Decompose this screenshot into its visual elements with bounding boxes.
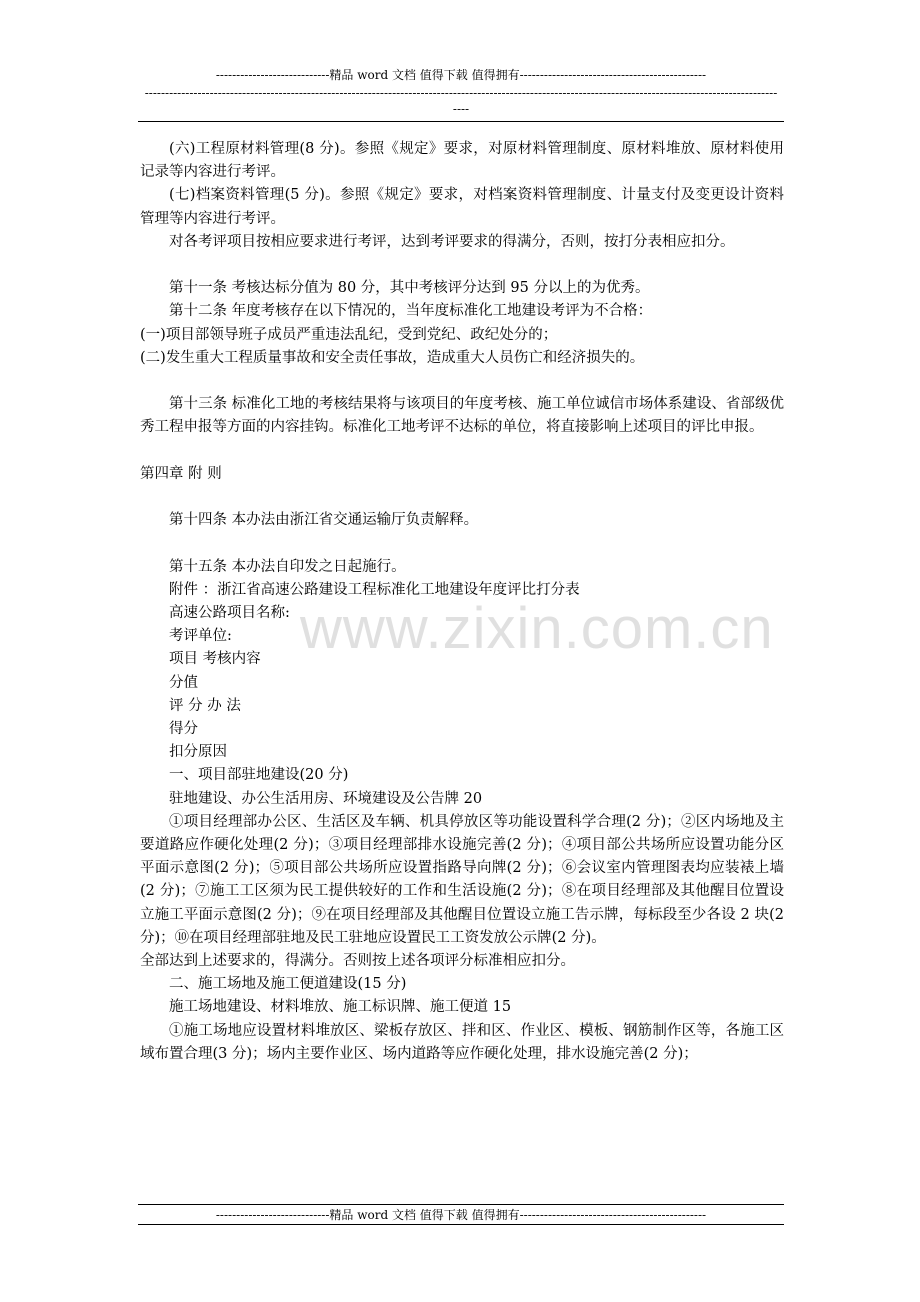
paragraph: (六)工程原材料管理(8 分)。参照《规定》要求，对原材料管理制度、原材料堆放、原材料使用记录等内容进行考评。	[140, 141, 784, 181]
paragraph-gap	[140, 370, 784, 393]
header-banner: ----------------------------精品 word 文档 值得下载 值得拥有----------------------------------------------	[215, 68, 707, 82]
section-heading: 一、项目部驻地建设(20 分)	[169, 767, 349, 784]
attachment-title: 附件 ：浙江省高速公路建设工程标准化工地建设年度评比打分表	[169, 581, 580, 598]
header-dashes-short: ----	[452, 102, 470, 116]
form-field-evaluator: 考评单位:	[169, 628, 232, 645]
footer-rule-top	[138, 1204, 784, 1205]
header-rule	[138, 121, 784, 122]
footer-rule-bottom	[138, 1224, 784, 1225]
table-header-deduction: 扣分原因	[169, 744, 227, 761]
paragraph-gap	[140, 440, 784, 463]
paragraph-gap	[140, 254, 784, 277]
document-body	[140, 138, 784, 1066]
table-header-score: 分值	[169, 674, 198, 691]
form-field-project-name: 高速公路项目名称:	[169, 604, 290, 621]
footer-banner: ----------------------------精品 word 文档 值得下载 值得拥有----------------------------------------------	[215, 1208, 707, 1222]
header-dashes-line: ------------------------------------------------------------------------------------------------------------------------------------------------------------	[144, 86, 778, 100]
paragraph: 全部达到上述要求的，得满分。否则按上述各项评分标准相应扣分。	[140, 953, 575, 970]
article-11: 第十一条 考核达标分值为 80 分，其中考核评分达到 95 分以上的为优秀。	[169, 280, 650, 297]
criteria-list: ①项目经理部办公区、生活区及车辆、机具停放区等功能设置科学合理(2 分)；②区内场地及主要道路应作硬化处理(2 分)；③项目经理部排水设施完善(2 分)；④项目部公共场所应设置功能分区平面示意图(2 分)；⑤项目部公共场所应设置指路导向牌(2 分)；⑥会议室内管理图表均应装裱上墙(2 分)；⑦施工工区须为民工提供较好的工作和生活设施(2 分)；⑧在项目经理部及其他醒目位置设立施工平面示意图(2 分)；⑨在项目经理部及其他醒目位置设立施工告示牌，每标段至少各设 2 块(2 分)；⑩在项目经理部驻地及民工驻地应设置民工工资发放公示牌(2 分)。	[140, 813, 784, 946]
section-heading: 二、施工场地及施工便道建设(15 分)	[169, 976, 407, 993]
criteria-list: ①施工场地应设置材料堆放区、梁板存放区、拌和区、作业区、模板、钢筋制作区等，各施工区域布置合理(3 分)；场内主要作业区、场内道路等应作硬化处理，排水设施完善(2 分)；	[140, 1022, 784, 1062]
table-header-method: 评 分 办 法	[169, 697, 241, 714]
section-subitem: 施工场地建设、材料堆放、施工标识牌、施工便道 15	[169, 999, 512, 1016]
article-13: 第十三条 标准化工地的考核结果将与该项目的年度考核、施工单位诚信市场体系建设、省部级优秀工程申报等方面的内容挂钩。标准化工地考评不达标的单位，将直接影响上述项目的评比申报。	[140, 396, 784, 436]
paragraph: 对各考评项目按相应要求进行考评，达到考评要求的得满分，否则，按打分表相应扣分。	[169, 233, 735, 250]
paragraph-gap	[140, 532, 784, 555]
article-14: 第十四条 本办法由浙江省交通运输厅负责解释。	[169, 512, 479, 529]
paragraph-gap	[140, 486, 784, 509]
table-header-points: 得分	[169, 721, 198, 737]
table-header-item: 项目 考核内容	[169, 651, 261, 668]
article-12: 第十二条 年度考核存在以下情况的，当年度标准化工地建设考评为不合格：	[169, 303, 653, 320]
watermark: www.zixin.com.cn	[300, 596, 774, 661]
paragraph: (七)档案资料管理(5 分)。参照《规定》要求，对档案资料管理制度、计量支付及变更设计资料管理等内容进行考评。	[140, 187, 784, 227]
article-15: 第十五条 本办法自印发之日起施行。	[169, 558, 406, 575]
paragraph: (二)发生重大工程质量事故和安全责任事故，造成重大人员伤亡和经济损失的。	[140, 349, 645, 366]
chapter-heading: 第四章 附 则	[140, 465, 222, 482]
paragraph: (一)项目部领导班子成员严重违法乱纪，受到党纪、政纪处分的；	[140, 326, 558, 343]
section-subitem: 驻地建设、办公生活用房、环境建设及公告牌 20	[169, 790, 483, 807]
